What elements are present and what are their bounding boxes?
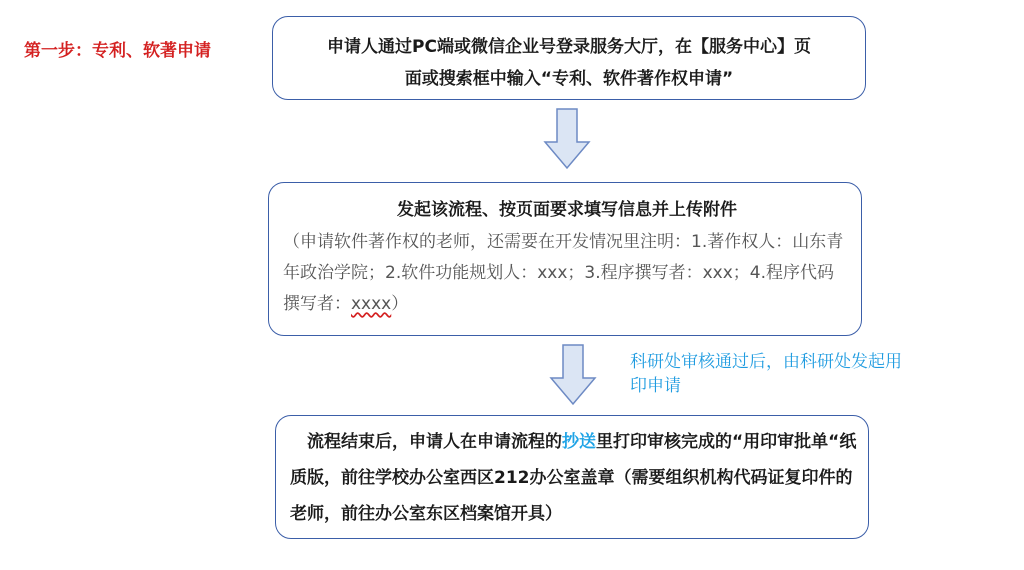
step3-text-start: 流程结束后，申请人在申请流程的 [290, 432, 562, 452]
step3-text-end: 里打印审核完成的“用印审批单“纸质版，前往学校办公室西区212办公室盖章（需要组织机构代码证复印件的老师，前往办公室东区档案馆开具） [290, 432, 857, 524]
step1-login-box [272, 16, 866, 100]
step2-body [283, 227, 851, 320]
step3-highlight: 抄送 [562, 432, 596, 452]
review-note: 科研处审核通过后，由科研处发起用印申请 [630, 352, 902, 396]
step2-body-end: ） [391, 294, 409, 314]
step-label: 第一步：专利、软著申请 [24, 41, 211, 61]
step1-line2: 面或搜索框中输入“专利、软件著作权申请” [404, 69, 734, 89]
step2-heading: 发起该流程、按页面要求填写信息并上传附件 [397, 200, 737, 220]
step3-print-box [275, 415, 869, 539]
step2-fill-form-box [268, 182, 862, 336]
step1-line1: 申请人通过PC端或微信企业号登录服务大厅，在【服务中心】页 [327, 37, 811, 57]
step2-body-placeholder: xxxx [351, 294, 392, 314]
down-arrow-icon [543, 108, 591, 170]
down-arrow-icon [549, 344, 597, 406]
step2-body-text: （申请软件著作权的老师，还需要在开发情况里注明：1.著作权人：山东青年政治学院；2.软件功能规划人：xxx；3.程序撰写者：xxx；4.程序代码撰写者： [283, 232, 844, 314]
